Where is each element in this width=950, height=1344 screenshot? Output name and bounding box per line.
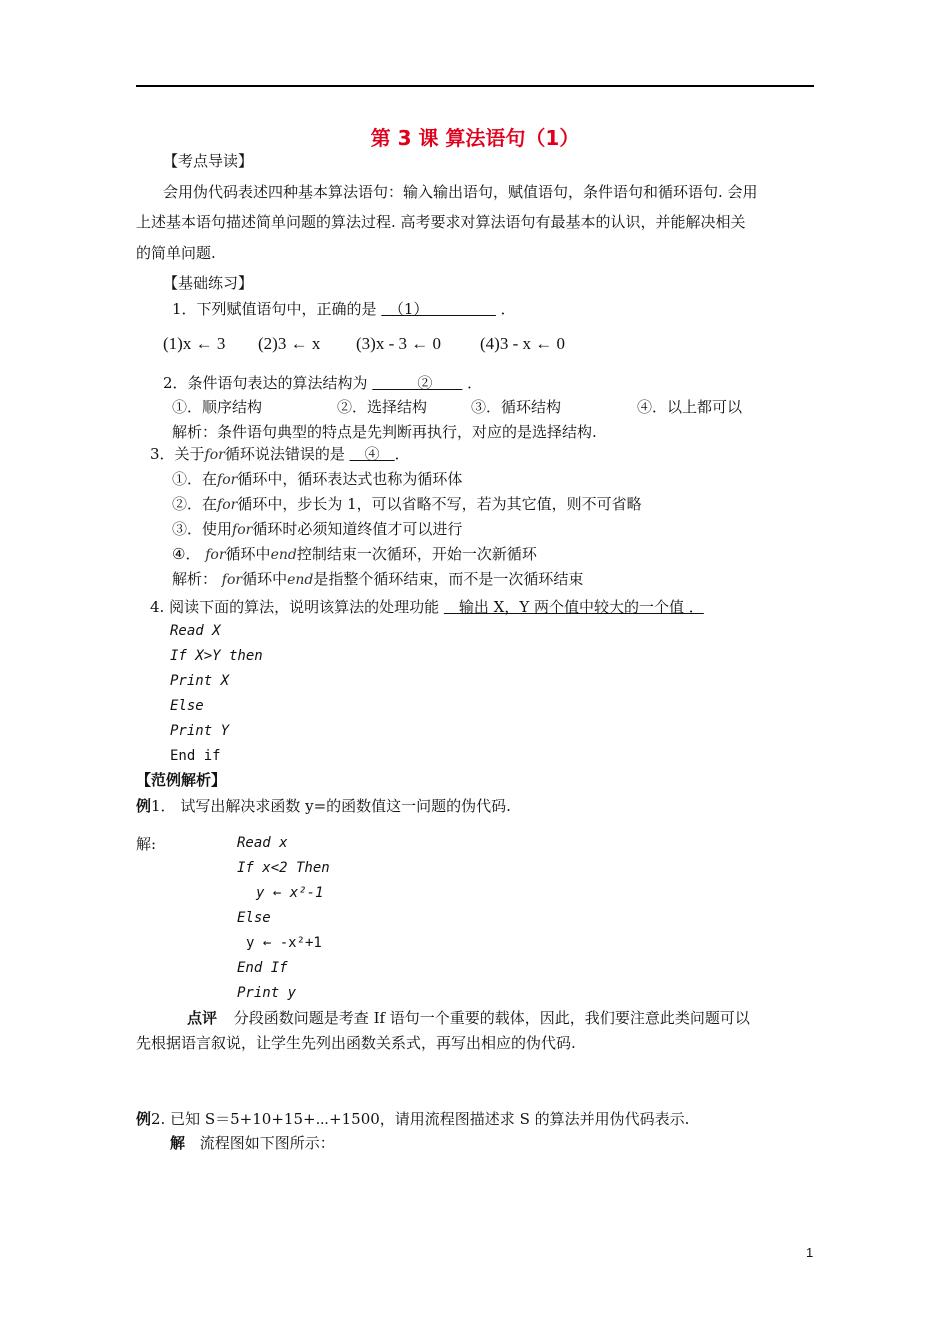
question-4-answer: 输出 X，Y 两个值中较大的一个值 ． — [443, 598, 704, 616]
code-line: Read X — [170, 623, 221, 639]
analysis-label: 解析： — [172, 570, 218, 588]
question-3-statement — [172, 470, 462, 489]
intro-paragraph-line: 上述基本语句描述简单问题的算法过程. 高考要求对算法语句有最基本的认识，并能解决相关 — [136, 213, 746, 231]
question-2-option: ②．选择结构 — [337, 398, 428, 416]
question-2-analysis: 解析：条件语句典型的特点是先判断再执行，对应的是选择结构. — [172, 423, 597, 441]
statement-text: 循环时必须知道终值才可以进行 — [252, 520, 463, 538]
intro-paragraph-line: 会用伪代码表述四种基本算法语句：输入输出语句，赋值语句，条件语句和循环语句. 会用 — [163, 183, 758, 201]
page-title: 第 3 课 算法语句（1） — [370, 126, 580, 150]
example-label: 例 — [136, 1110, 152, 1128]
statement-label: ②．在 — [172, 495, 218, 513]
end-keyword: end — [287, 572, 314, 588]
example-2 — [136, 1110, 689, 1128]
header-rule — [136, 85, 814, 87]
section-heading-key-points: 【考点导读】 — [163, 152, 254, 170]
question-3-answer: ④ — [349, 445, 395, 463]
code-line: Else — [237, 910, 271, 926]
question-3-prompt-b: 循环说法错误的是 — [224, 445, 345, 463]
code-line: y ← -x²+1 — [246, 935, 322, 951]
for-keyword: for — [217, 472, 238, 488]
code-line: Print y — [237, 985, 297, 1001]
analysis-text: 循环中 — [242, 570, 288, 588]
for-keyword: for — [232, 522, 253, 538]
section-heading-examples: 【范例解析】 — [136, 771, 227, 789]
code-line: End if — [170, 748, 221, 764]
code-line: Read x — [237, 835, 288, 851]
question-2-suffix: ． — [467, 374, 483, 392]
statement-text: 循环中，循环表达式也称为循环体 — [237, 470, 463, 488]
question-2 — [163, 374, 482, 392]
question-3-statement — [172, 495, 642, 514]
solution-label: 解 — [170, 1134, 186, 1152]
question-4-prompt: 4. 阅读下面的算法，说明该算法的处理功能 — [150, 598, 440, 616]
question-1-suffix: ． — [500, 300, 516, 318]
example-label: 例 — [136, 797, 152, 815]
code-line: Print X — [170, 673, 230, 689]
question-1-answer: （1） — [381, 300, 496, 318]
comment-text: 分段函数问题是考查 If 语句一个重要的载体，因此，我们要注意此类问题可以 — [233, 1009, 750, 1027]
solution-text: 流程图如下图所示： — [199, 1134, 335, 1152]
code-line: Print Y — [170, 723, 230, 739]
comment-label: 点评 — [187, 1009, 218, 1027]
example-2-text: 2. 已知 S＝5+10+15+⋯+1500，请用流程图描述求 S 的算法并用伪代码表示. — [151, 1110, 690, 1128]
solution-label: 解: — [136, 835, 157, 853]
comment-text: 先根据语言叙说，让学生先列出函数关系式，再写出相应的伪代码. — [136, 1034, 576, 1052]
code-line: If X>Y then — [170, 648, 263, 664]
statement-label: ③．使用 — [172, 520, 233, 538]
page-number: 1 — [806, 1245, 814, 1260]
code-line: End If — [237, 960, 288, 976]
comment — [187, 1009, 750, 1027]
example-1-text: 1． 试写出解决求函数 y=的函数值这一问题的伪代码. — [151, 797, 511, 815]
question-2-option: ①．顺序结构 — [172, 398, 263, 416]
for-keyword: for — [205, 547, 226, 563]
question-3-suffix: ． — [394, 445, 410, 463]
for-keyword: for — [217, 497, 238, 513]
end-keyword: end — [270, 547, 297, 563]
section-heading-basic-practice: 【基础练习】 — [163, 274, 254, 292]
statement-label: ①．在 — [172, 470, 218, 488]
code-line: y ← x²-1 — [256, 885, 324, 901]
for-keyword: for — [204, 447, 225, 463]
question-1 — [172, 300, 516, 318]
question-3-analysis — [172, 570, 583, 589]
code-line: Else — [170, 698, 204, 714]
question-3-statement — [172, 520, 462, 539]
question-3 — [150, 445, 410, 464]
question-2-option: ③．循环结构 — [471, 398, 562, 416]
example-1 — [136, 797, 511, 815]
question-2-prompt: 2．条件语句表达的算法结构为 — [163, 374, 368, 392]
question-1-option: (4)3 - x ← 0 — [480, 334, 565, 353]
statement-label: ④． — [172, 545, 201, 563]
question-1-option: (1)x ← 3 — [163, 334, 226, 353]
analysis-text: 是指整个循环结束，而不是一次循环结束 — [313, 570, 584, 588]
statement-text: 控制结束一次循环，开始一次新循环 — [296, 545, 537, 563]
question-1-option: (3)x - 3 ← 0 — [356, 334, 441, 353]
statement-text: 循环中，步长为 1，可以省略不写，若为其它值，则不可省略 — [237, 495, 642, 513]
question-2-option: ④．以上都可以 — [637, 398, 743, 416]
intro-paragraph-line: 的简单问题. — [136, 244, 216, 262]
for-keyword: for — [221, 572, 243, 588]
example-2-solution — [170, 1134, 335, 1152]
question-3-prompt-a: 3．关于 — [150, 445, 205, 463]
code-line: If x<2 Then — [237, 860, 330, 876]
question-4 — [150, 598, 704, 616]
question-1-option: (2)3 ← x — [258, 334, 321, 353]
question-2-answer: ② — [372, 374, 463, 392]
statement-text: 循环中 — [225, 545, 271, 563]
question-1-prompt: 1．下列赋值语句中，正确的是 — [172, 300, 377, 318]
question-3-statement — [172, 545, 537, 564]
